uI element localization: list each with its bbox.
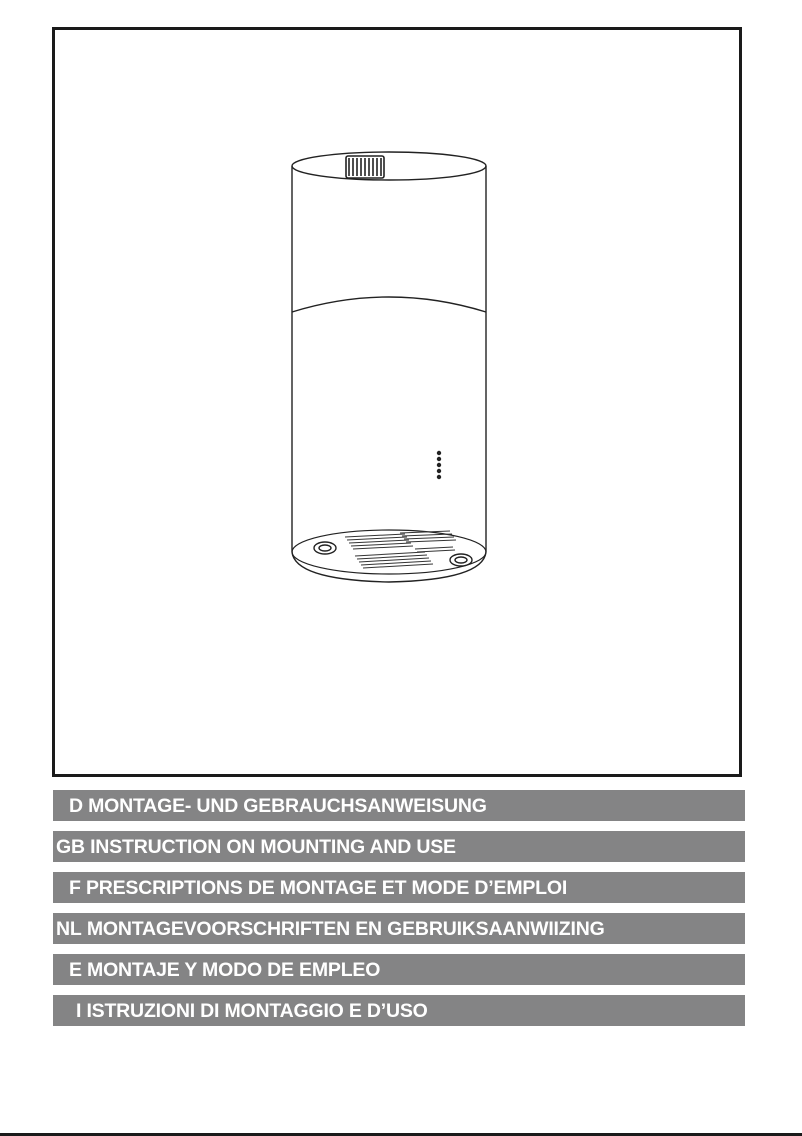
language-code: NL [56,918,82,940]
language-title: MONTAGEVOORSCHRIFTEN EN GEBRUIKSAANWIIZING [86,918,605,940]
language-bar-gb [53,831,745,862]
language-title: PRESCRIPTIONS DE MONTAGE ET MODE D’EMPLOI [85,877,568,899]
filter-panel [292,530,486,574]
language-title: MONTAGE- UND GEBRAUCHSANWEISUNG [88,795,487,817]
chimney-vent-grille [346,156,384,178]
language-code: E [69,959,82,981]
language-bar-f [53,872,745,903]
language-bar-nl [53,913,745,944]
light-right [450,554,472,566]
light-left [314,542,336,554]
language-title: MONTAJE Y MODO DE EMPLEO [87,959,381,981]
language-bar-d [53,790,745,821]
bottom-filter-grilles [345,531,456,568]
cover-illustration-frame [52,27,742,777]
language-code: D [69,795,83,817]
language-code: F [69,877,81,899]
language-code: I [76,1000,82,1022]
chimney-top-rim [292,152,486,180]
chimney-joint [292,297,486,312]
language-title: ISTRUZIONI DI MONTAGGIO E D’USO [86,1000,428,1022]
language-bar-i [53,995,745,1026]
language-title: INSTRUCTION ON MOUNTING AND USE [90,836,456,858]
control-buttons [437,451,441,479]
language-code: GB [56,836,85,858]
language-bar-e [53,954,745,985]
cooker-hood-illustration [55,30,739,774]
language-title-list [53,790,745,1036]
